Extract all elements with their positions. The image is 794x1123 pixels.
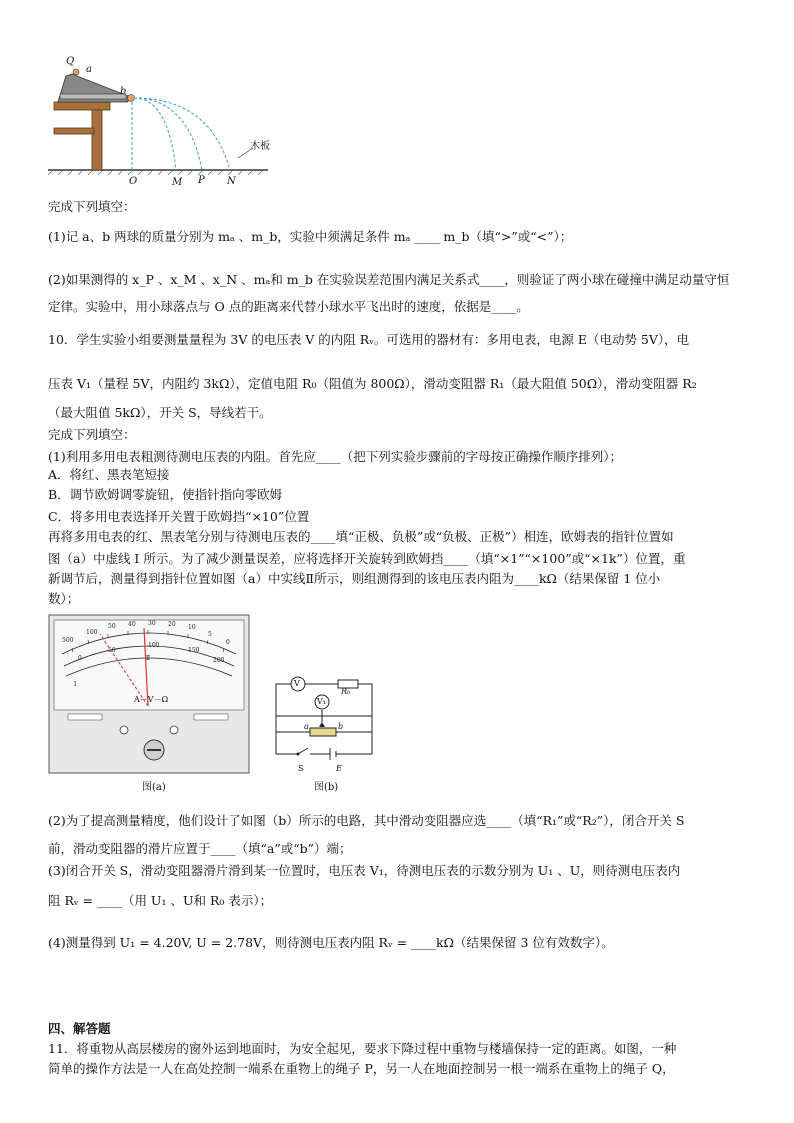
svg-text:150: 150 bbox=[188, 647, 200, 654]
svg-text:Ⅰ: Ⅰ bbox=[74, 681, 77, 688]
svg-text:20: 20 bbox=[168, 621, 176, 628]
fig1-label-a: a bbox=[86, 64, 92, 75]
q10-option-c: C．将多用电表选择开关置于欧姆挡“×10”位置 bbox=[48, 509, 310, 524]
svg-text:50: 50 bbox=[108, 623, 116, 630]
fig1-label-P: P bbox=[198, 175, 205, 186]
svg-text:30: 30 bbox=[148, 620, 156, 627]
fig1-label-Q: Q bbox=[66, 56, 75, 67]
svg-text:0: 0 bbox=[78, 655, 82, 662]
section4-heading: 四、解答题 bbox=[48, 1021, 111, 1036]
q10-line4: 完成下列填空： bbox=[48, 427, 136, 442]
fig1-label-b: b bbox=[120, 86, 127, 97]
q10-part4: (4)测量得到 U₁ = 4.20V, U = 2.78V，则待测电压表内阻 Rᵥ = ____kΩ（结果保留 3 位有效数字）。 bbox=[48, 935, 614, 950]
circuit-a-label: a bbox=[304, 722, 309, 731]
circuit-voltmeter-v: V bbox=[294, 679, 300, 688]
q9-part2-line2: 定律。实验中，用小球落点与 O 点的距离来代替小球水平飞出时的速度，依据是____。 bbox=[48, 299, 529, 314]
fig1-board-label: 木板 bbox=[250, 141, 270, 152]
fig1-label-M: M bbox=[172, 177, 183, 188]
circuit-figure bbox=[270, 672, 390, 772]
fig-a-caption: 图(a) bbox=[142, 782, 166, 793]
svg-text:200: 200 bbox=[213, 657, 225, 664]
circuit-r0-label: R₀ bbox=[341, 687, 351, 696]
svg-text:Ⅱ: Ⅱ bbox=[146, 655, 151, 662]
q10-line8: 新调节后，测量得到指针位置如图（a）中实线Ⅱ所示，则组测得到的该电压表内阻为____kΩ（结果保留 1 位小 bbox=[48, 571, 661, 586]
circuit-voltmeter-v1: V₁ bbox=[317, 697, 326, 706]
svg-text:5: 5 bbox=[208, 631, 212, 638]
q10-option-a: A．将红、黑表笔短接 bbox=[48, 467, 170, 482]
svg-text:0: 0 bbox=[226, 639, 230, 646]
q9-part2-line1: (2)如果测得的 x_P 、x_M 、x_N 、mₐ和 m_b 在实验误差范围内满足关系式____，则验证了两小球在碰撞中满足动量守恒 bbox=[48, 272, 730, 287]
q10-part3-line1: (3)闭合开关 S，滑动变阻器滑片滑到某一位置时，电压表 V₁，待测电压表的示数分别为 U₁ 、U，则待测电压表内 bbox=[48, 863, 681, 878]
svg-text:10: 10 bbox=[188, 624, 196, 631]
collision-apparatus-figure bbox=[48, 52, 278, 192]
svg-text:100: 100 bbox=[86, 629, 98, 636]
svg-text:500: 500 bbox=[62, 637, 74, 644]
q10-part2-line1: (2)为了提高测量精度，他们设计了如图（b）所示的电路，其中滑动变阻器应选____（填“R₁”或“R₂”），闭合开关 S bbox=[48, 813, 685, 828]
q9-intro: 完成下列填空： bbox=[48, 199, 136, 214]
q10-part2-line2: 前，滑动变阻器的滑片应置于____（填“a”或“b”）端； bbox=[48, 841, 352, 856]
q11-line1: 11．将重物从高层楼房的窗外运到地面时，为安全起见，要求下降过程中重物与楼墙保持一定的距离。如图，一种 bbox=[48, 1041, 677, 1056]
fig-b-caption: 图(b) bbox=[314, 782, 339, 793]
q10-part3-line2: 阻 Rᵥ = ____（用 U₁ 、U和 R₀ 表示）； bbox=[48, 893, 273, 908]
q9-part1: (1)记 a、b 两球的质量分别为 mₐ 、m_b，实验中须满足条件 mₐ ____ m_b（填“>”或“<”）； bbox=[48, 229, 573, 244]
svg-text:40: 40 bbox=[128, 621, 136, 628]
q10-line5: (1)利用多用电表粗测待测电压表的内阻。首先应____（把下列实验步骤前的字母按正确操作顺序排列）； bbox=[48, 449, 622, 464]
q10-line6: 再将多用电表的红、黑表笔分别与待测电压表的____填“正极、负极”或“负极、正极”）相连，欧姆表的指针位置如 bbox=[48, 529, 674, 544]
q10-line9: 数）； bbox=[48, 591, 80, 606]
circuit-b-label: b bbox=[338, 722, 344, 731]
circuit-switch-label: S bbox=[298, 764, 304, 773]
meter-brand-label: A－V－Ω bbox=[134, 695, 169, 704]
fig1-label-N: N bbox=[227, 176, 236, 187]
svg-text:100: 100 bbox=[148, 642, 160, 649]
q10-line1: 10．学生实验小组要测量量程为 3V 的电压表 V 的内阻 Rᵥ。可选用的器材有：多用电表，电源 E（电动势 5V），电 bbox=[48, 332, 690, 347]
q11-line2: 简单的操作方法是一人在高处控制一端系在重物上的绳子 P，另一人在地面控制另一根一端系在重物上的绳子 Q， bbox=[48, 1061, 675, 1076]
svg-text:50: 50 bbox=[108, 647, 116, 654]
q10-line2: 压表 V₁（量程 5V，内阻约 3kΩ），定值电阻 R₀（阻值为 800Ω），滑动变阻器 R₁（最大阻值 50Ω），滑动变阻器 R₂ bbox=[48, 376, 697, 391]
fig1-label-O: O bbox=[129, 176, 138, 187]
circuit-battery-label: E bbox=[336, 764, 342, 773]
q10-line3: （最大阻值 5kΩ），开关 S，导线若干。 bbox=[48, 405, 272, 420]
q10-line7: 图（a）中虚线 I 所示。为了减少测量误差，应将选择开关旋转到欧姆挡____（填“×1”“×100”或“×1k”）位置，重 bbox=[48, 551, 686, 566]
q10-option-b: B．调节欧姆调零旋钮，使指针指向零欧姆 bbox=[48, 487, 283, 502]
